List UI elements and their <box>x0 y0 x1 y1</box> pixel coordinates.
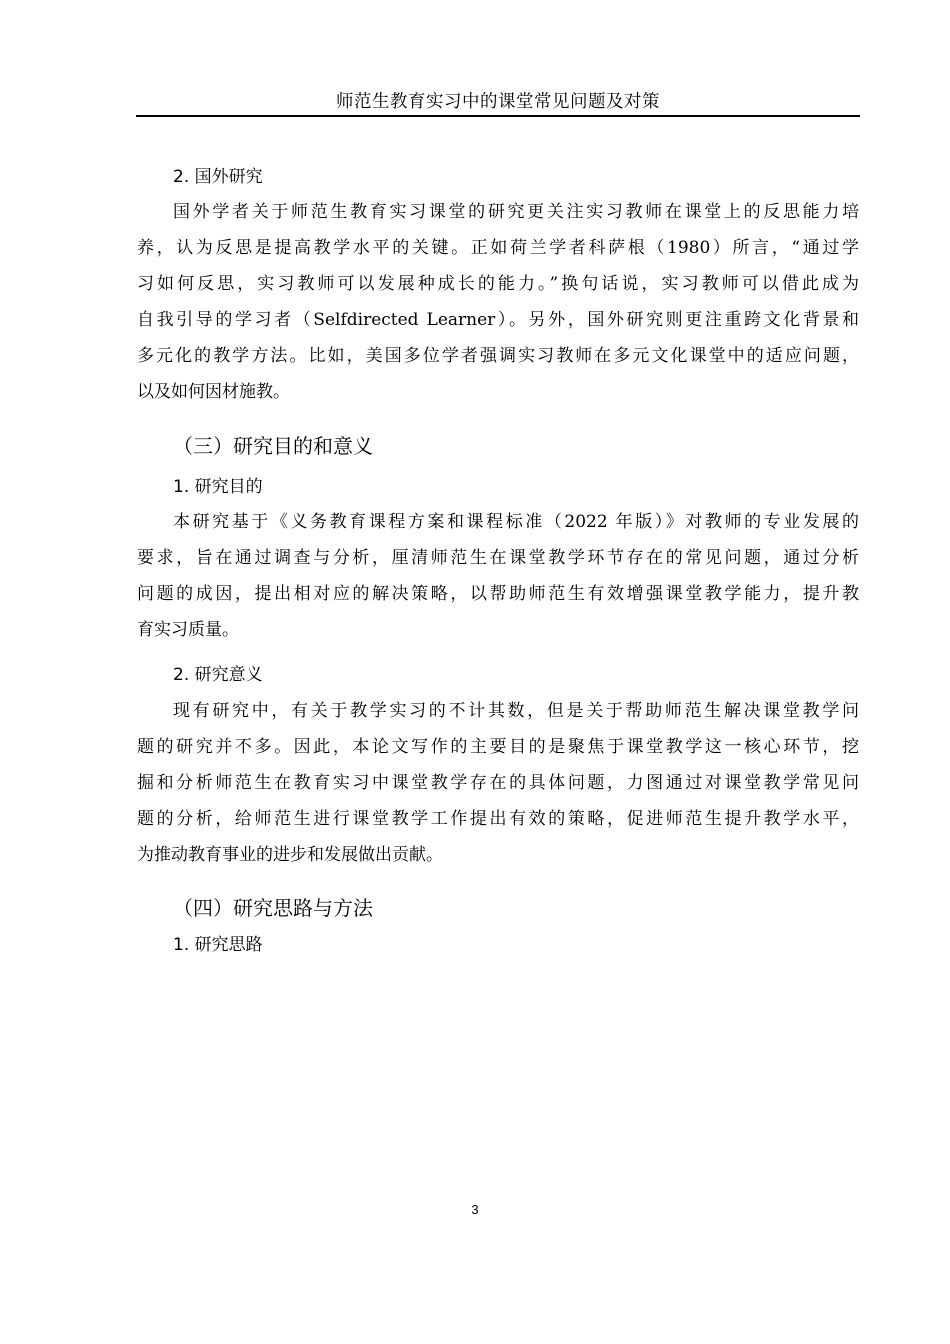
header-rule <box>136 115 860 117</box>
paragraph-line: 题的研究并不多。因此，本论文写作的主要目的是聚焦于课堂教学这一核心环节，挖 <box>137 737 859 757</box>
subheading-foreign-research: 2. 国外研究 <box>173 167 263 187</box>
page-number: 3 <box>471 1202 479 1217</box>
paragraph-line: 自我引导的学习者（Selfdirected Learner）。另外，国外研究则更注重跨文化背景和 <box>137 310 859 330</box>
section-heading-purpose-significance: （三）研究目的和意义 <box>173 434 373 458</box>
paragraph-line: 要求，旨在通过调查与分析，厘清师范生在课堂教学环节存在的常见问题，通过分析 <box>137 548 859 568</box>
paragraph-line: 多元化的教学方法。比如，美国多位学者强调实习教师在多元文化课堂中的适应问题， <box>137 346 859 366</box>
paragraph-line: 习如何反思，实习教师可以发展种成长的能力。”换句话说，实习教师可以借此成为 <box>137 274 859 294</box>
paragraph-line: 现有研究中，有关于教学实习的不计其数，但是关于帮助师范生解决课堂教学问 <box>173 701 859 721</box>
paragraph-line: 问题的成因，提出相对应的解决策略，以帮助师范生有效增强课堂教学能力，提升教 <box>137 584 859 604</box>
running-header: 师范生教育实习中的课堂常见问题及对策 <box>336 92 660 112</box>
paragraph-line: 掘和分析师范生在教育实习中课堂教学存在的具体问题，力图通过对课堂教学常见问 <box>137 773 859 793</box>
section-heading-approach-method: （四）研究思路与方法 <box>173 896 373 920</box>
paragraph-line: 养，认为反思是提高教学水平的关键。正如荷兰学者科萨根（1980）所言，“通过学 <box>137 238 859 258</box>
subheading-research-purpose: 1. 研究目的 <box>173 477 263 497</box>
paragraph-line: 本研究基于《义务教育课程方案和课程标准（2022 年版）》对教师的专业发展的 <box>173 512 859 532</box>
paragraph-line: 以及如何因材施教。 <box>137 382 290 402</box>
paragraph-line: 为推动教育事业的进步和发展做出贡献。 <box>137 845 443 865</box>
paragraph-line: 题的分析，给师范生进行课堂教学工作提出有效的策略，促进师范生提升教学水平， <box>137 809 859 829</box>
paragraph-line: 国外学者关于师范生教育实习课堂的研究更关注实习教师在课堂上的反思能力培 <box>173 202 859 222</box>
paragraph-line: 育实习质量。 <box>137 620 239 640</box>
subheading-research-approach: 1. 研究思路 <box>173 935 263 955</box>
subheading-research-significance: 2. 研究意义 <box>173 665 263 685</box>
